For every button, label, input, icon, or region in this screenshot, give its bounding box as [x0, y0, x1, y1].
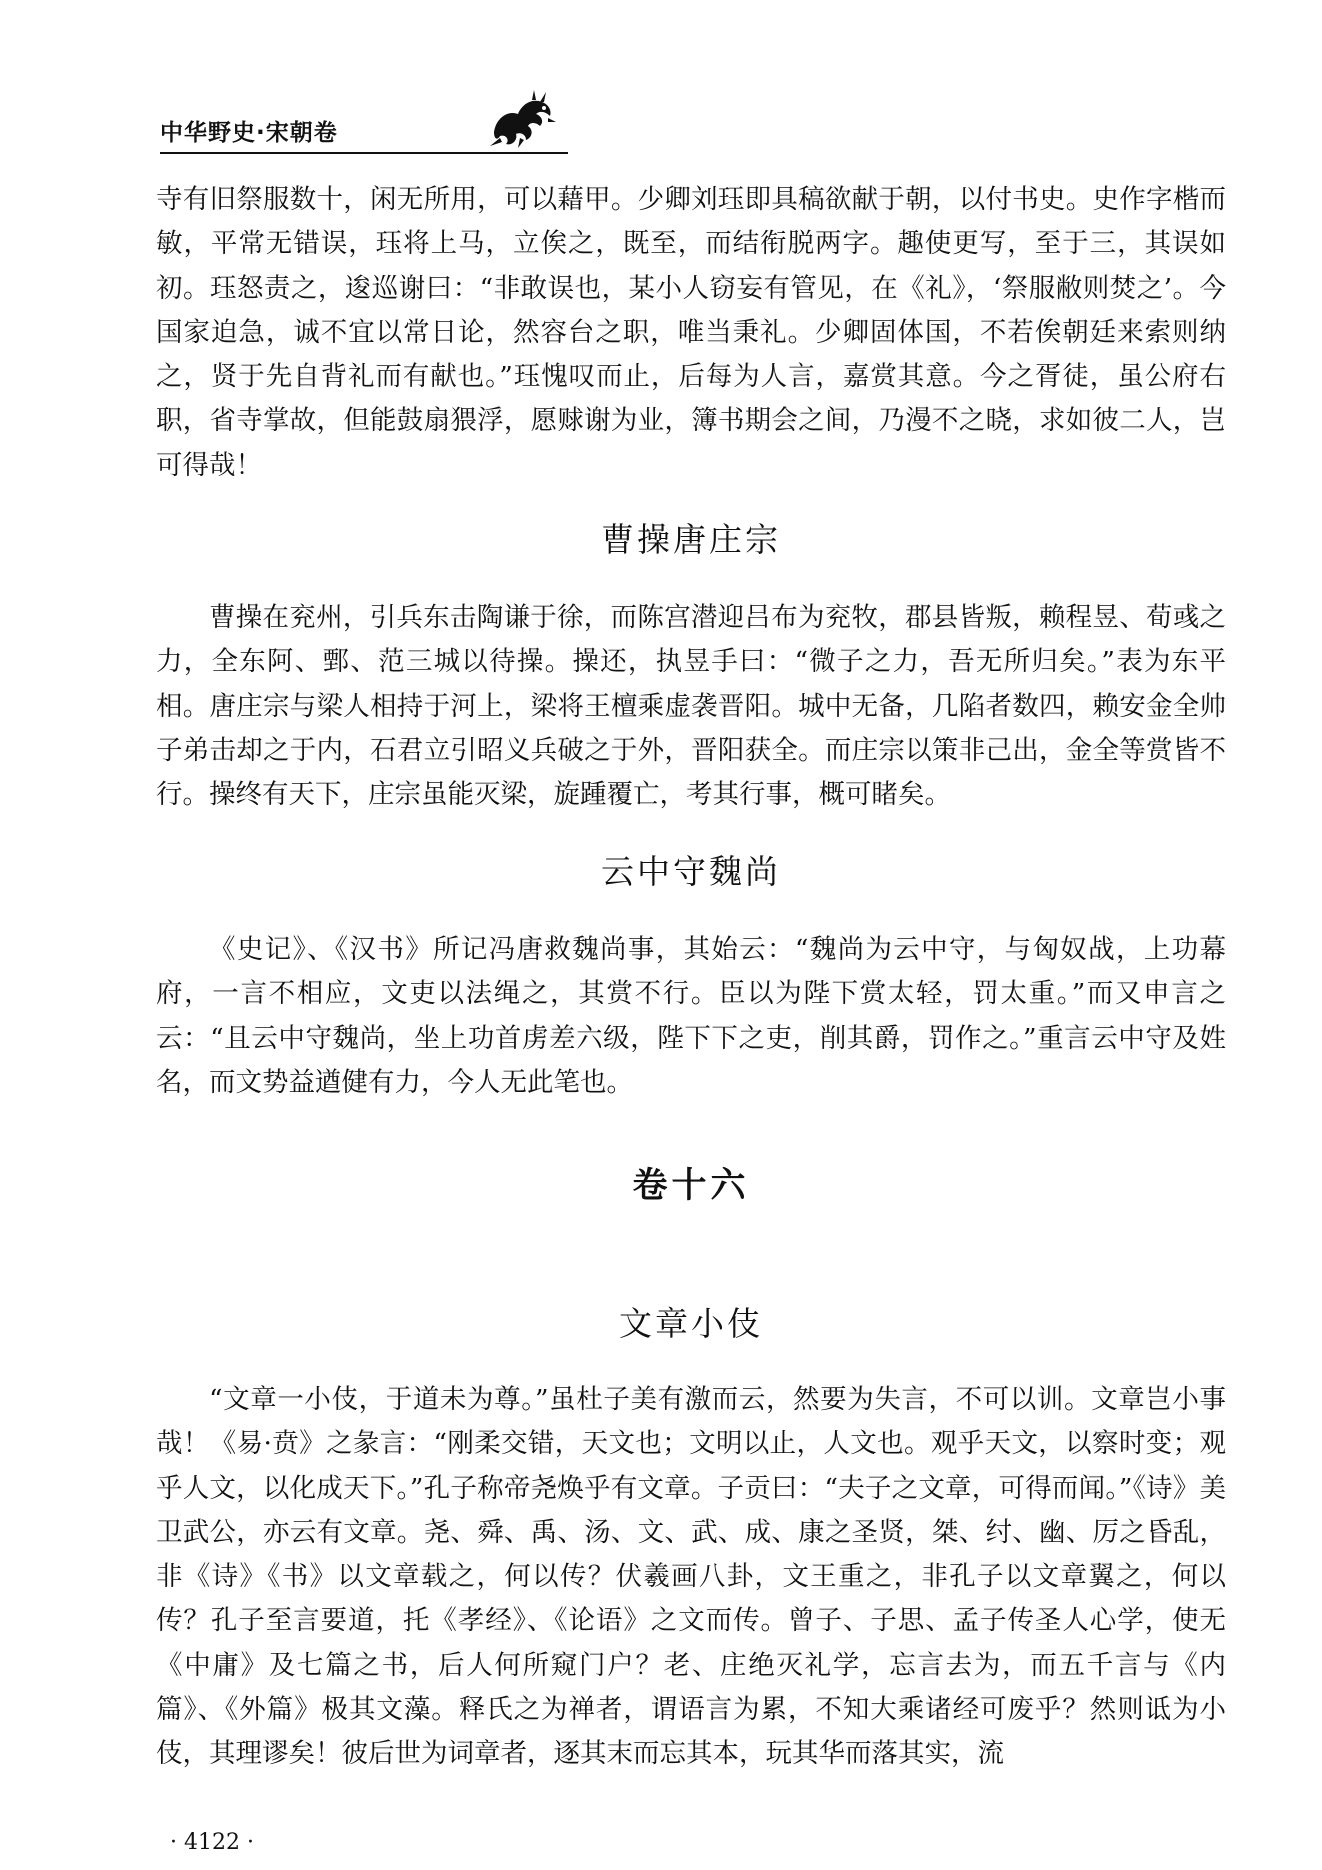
paragraph-cao-cao: 曹操在兖州，引兵东击陶谦于徐，而陈宫潜迎吕布为兖牧，郡县皆叛，赖程昱、荀彧之力，全东阿、鄄、范三城以待操。操还，执昱手曰：“微子之力，吾无所归矣。”表为东平相。唐庄宗与梁人相持于河上，梁将王檀乘虚袭晋阳。城中无备，几陷者数四，赖安金全帅子弟击却之于内，石君立引昭义兵破之于外，晋阳获全。而庄宗以策非己出，金全等赏皆不行。操终有天下，庄宗虽能灭梁，旋踵覆亡，考其行事，概可睹矣。 — [156, 602, 1226, 811]
running-title: 中华野史·宋朝卷 — [160, 120, 338, 146]
paragraph-wenzhang: “文章一小伎，于道未为尊。”虽杜子美有激而云，然要为失言，不可以训。文章岂小事哉！《易·贲》之彖言：“刚柔交错，天文也；文明以止，人文也。观乎天文，以察时变；观乎人文，以化成天下。”孔子称帝尧焕乎有文章。子贡曰：“夫子之文章，可得而闻。”《诗》美卫武公，亦云有文章。尧、舜、禹、汤、文、武、成、康之圣贤，桀、纣、幽、厉之昏乱，非《诗》《书》以文章载之，何以传？伏羲画八卦，文王重之，非孔子以文章翼之，何以传？孔子至言要道，托《孝经》、《论语》之文而传。曾子、子思、孟子传圣人心学，使无《中庸》及七篇之书，后人何所窥门户？老、庄绝灭礼学，忘言去为，而五千言与《内篇》、《外篇》极其文藻。释氏之为禅者，谓语言为累，不知大乘诸经可废乎？然则诋为小伎，其理谬矣！彼后世为词章者，逐其末而忘其本，玩其华而落其实，流 — [156, 1384, 1226, 1770]
intro-paragraph: 寺有旧祭服数十，闲无所用，可以藉甲。少卿刘珏即具稿欲献于朝，以付书史。史作字楷而敏，平常无错误，珏将上马，立俟之，既至，而结衔脱两字。趣使更写，至于三，其误如初。珏怒责之，逡巡谢曰：“非敢误也，某小人窃妄有管见，在《礼》，‘祭服敝则焚之’。今国家迫急，诚不宜以常日论，然容台之职，唯当秉礼。少卿固体国，不若俟朝廷来索则纳之，贤于先自背礼而有献也。”珏愧叹而止，后每为人言，嘉赏其意。今之胥徒，虽公府右职，省寺掌故，但能鼓扇猥浮，愿赇谢为业，簿书期会之间，乃漫不之晓，求如彼二人，岂可得哉！ — [156, 184, 1226, 481]
header-rule — [160, 152, 568, 154]
dragon-ornament-icon — [486, 88, 558, 150]
section-title-yunzhong: 云中守魏尚 — [601, 852, 781, 891]
section-title-cao-cao: 曹操唐庄宗 — [601, 520, 781, 559]
section-title-wenzhang: 文章小伎 — [619, 1304, 763, 1343]
page-number: · 4122 · — [170, 1830, 254, 1855]
paragraph-yunzhong: 《史记》、《汉书》所记冯唐救魏尚事，其始云：“魏尚为云中守，与匈奴战，上功幕府，一言不相应，文吏以法绳之，其赏不行。臣以为陛下赏太轻，罚太重。”而又申言之云：“且云中守魏尚，坐上功首虏差六级，陛下下之吏，削其爵，罚作之。”重言云中守及姓名，而文势益遒健有力，今人无此笔也。 — [156, 934, 1226, 1098]
volume-heading: 卷十六 — [632, 1166, 750, 1206]
page-header — [160, 88, 568, 156]
